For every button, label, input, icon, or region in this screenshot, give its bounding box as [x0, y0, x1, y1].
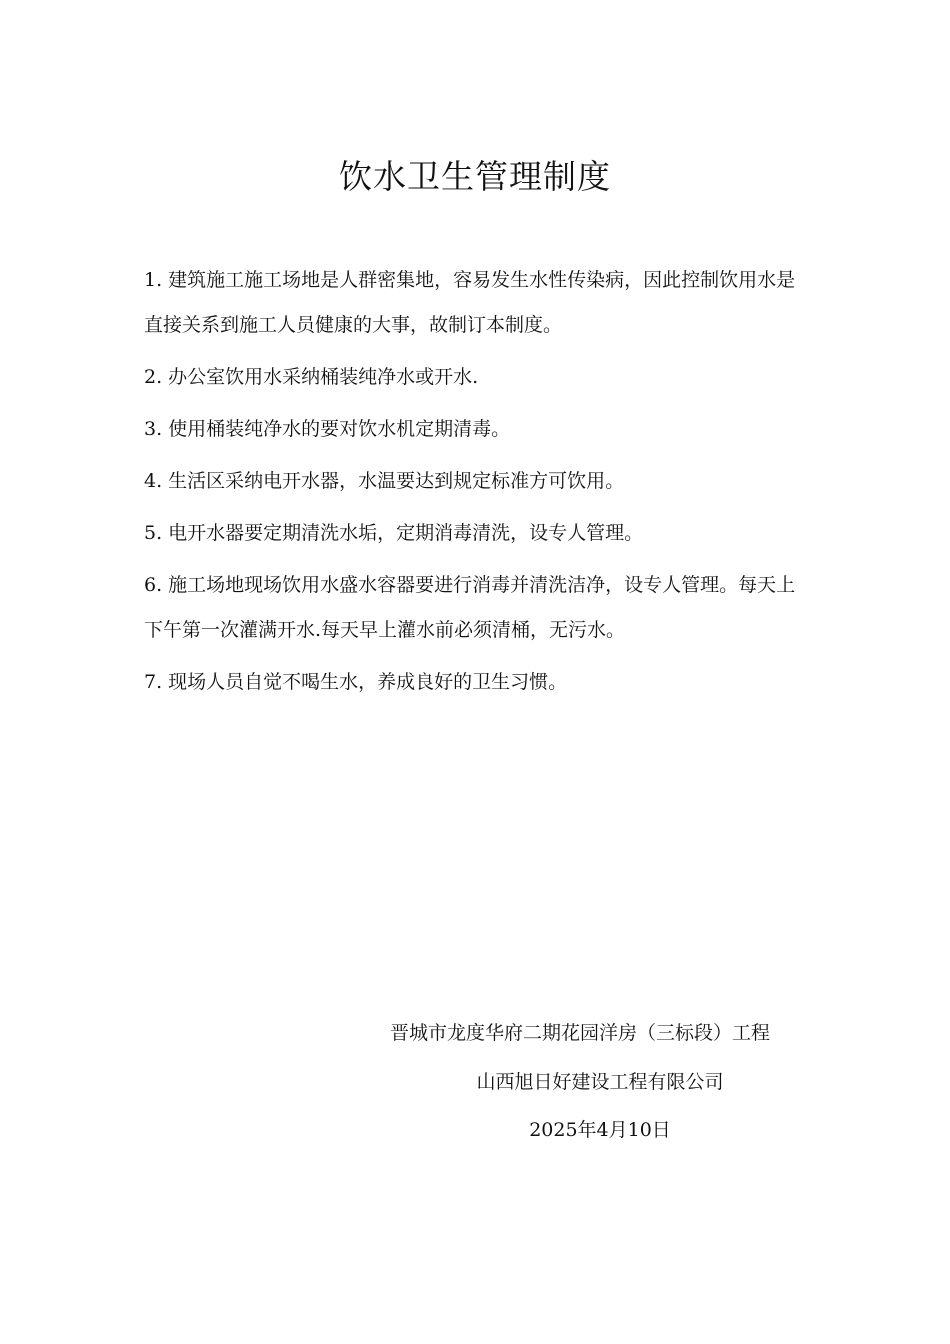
document-body	[144, 258, 809, 712]
list-item-2: 2. 办公室饮用水采纳桶装纯净水或开水.	[144, 366, 479, 388]
list-item-7: 7. 现场人员自觉不喝生水，养成良好的卫生习惯。	[144, 671, 568, 693]
signature-date: 2025年4月10日	[529, 1119, 671, 1141]
list-item-6: 6. 施工场地现场饮用水盛水容器要进行消毒并清洗洁净，设专人管理。每天上下午第一次灌满开水.每天早上灌水前必须清桶，无污水。	[144, 574, 796, 641]
list-item-3: 3. 使用桶装纯净水的要对饮水机定期清毒。	[144, 418, 511, 440]
signature-company: 山西旭日好建设工程有限公司	[476, 1071, 724, 1093]
list-item-1: 1. 建筑施工施工场地是人群密集地，容易发生水性传染病，因此控制饮用水是直接关系到施工人员健康的大事，故制订本制度。	[144, 269, 796, 336]
list-item-4: 4. 生活区采纳电开水器，水温要达到规定标准方可饮用。	[144, 470, 625, 492]
list-item-5: 5. 电开水器要定期清洗水垢，定期消毒清洗，设专人管理。	[144, 522, 644, 544]
document-title: 饮水卫生管理制度	[339, 157, 611, 196]
signature-project: 晋城市龙度华府二期花园洋房（三标段）工程	[389, 1022, 770, 1044]
